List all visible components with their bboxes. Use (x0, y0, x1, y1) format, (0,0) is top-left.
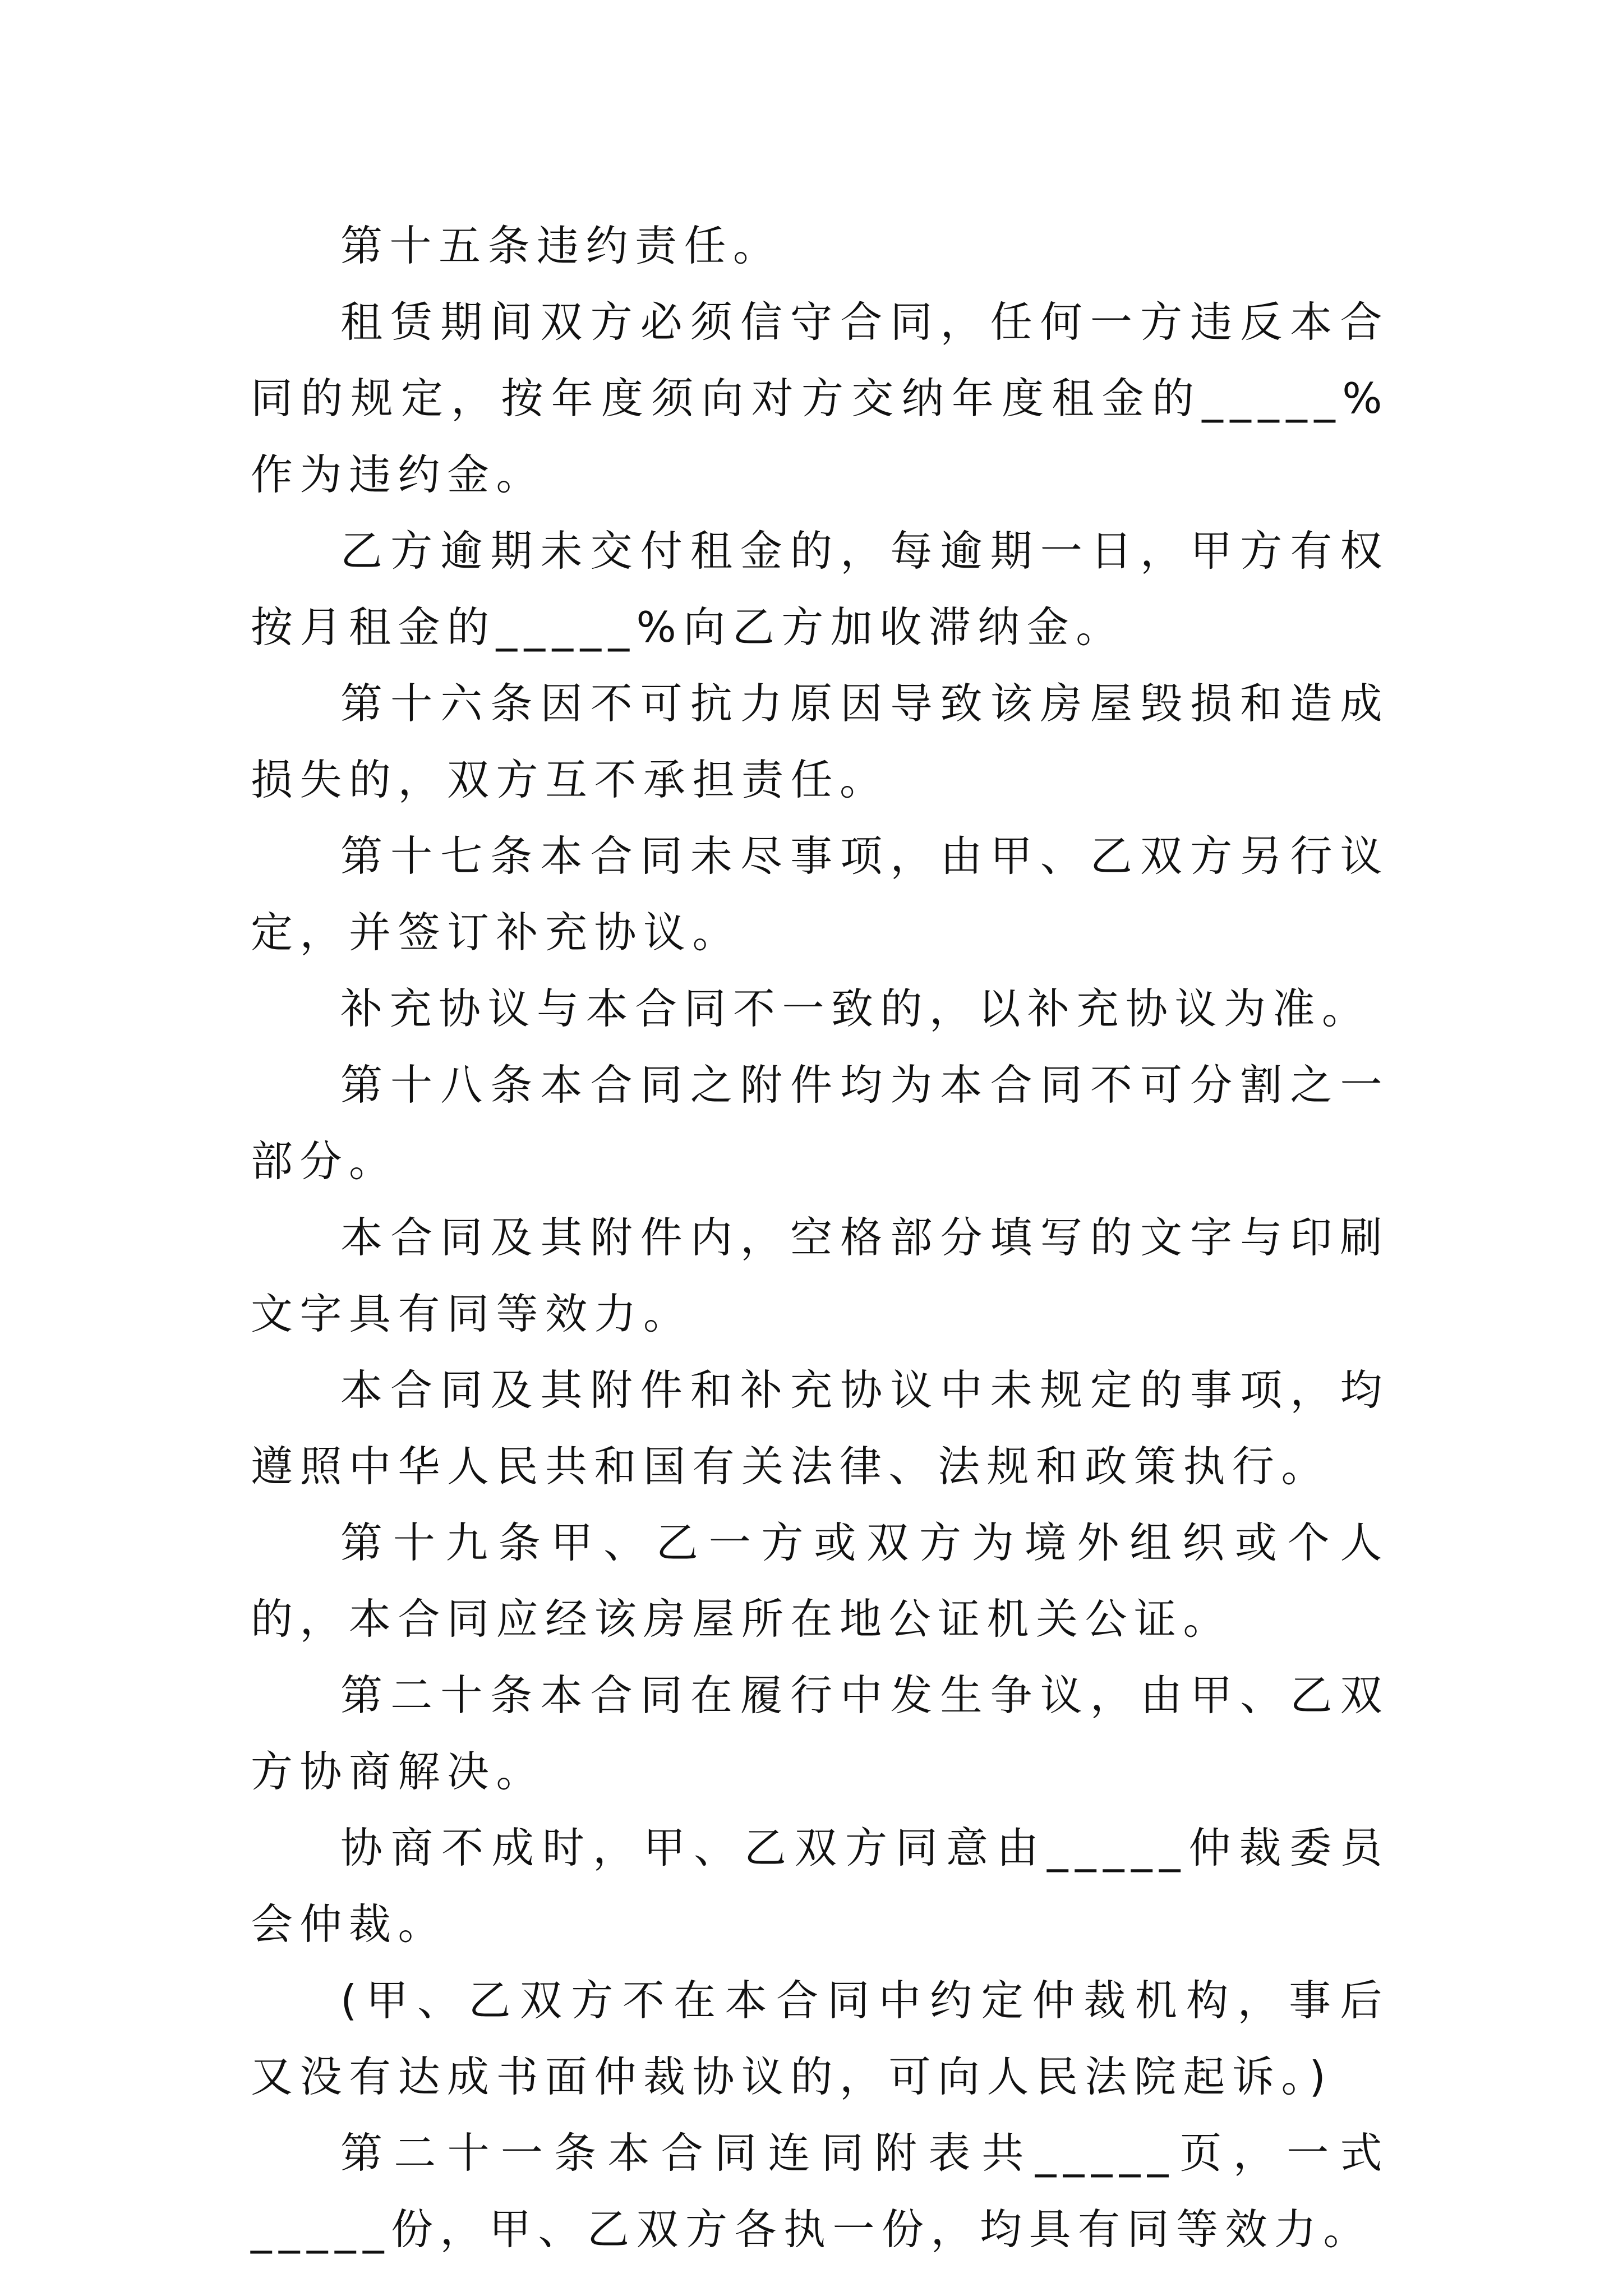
paragraph-article-21: 第二十一条本合同连同附表共_____页，一式_____份，甲、乙双方各执一份，均具有同等效力。 (251, 2128, 1389, 2254)
paragraph-breach-penalty: 租赁期间双方必须信守合同，任何一方违反本合同的规定，按年度须向对方交纳年度租金的_____%作为违约金。 (251, 297, 1389, 499)
paragraph-blank-fill-validity: 本合同及其附件内，空格部分填写的文字与印刷文字具有同等效力。 (251, 1213, 1389, 1338)
paragraph-article-15-title: 第十五条违约责任。 (340, 221, 782, 270)
paragraph-article-20: 第二十条本合同在履行中发生争议，由甲、乙双方协商解决。 (251, 1671, 1389, 1796)
paragraph-article-18: 第十八条本合同之附件均为本合同不可分割之一部分。 (251, 1060, 1389, 1186)
paragraph-article-19: 第十九条甲、乙一方或双方为境外组织或个人的，本合同应经该房屋所在地公证机关公证。 (251, 1518, 1389, 1644)
paragraph-arbitration: 协商不成时，甲、乙双方同意由_____仲裁委员会仲裁。 (251, 1823, 1389, 1949)
paragraph-supplement-priority: 补充协议与本合同不一致的，以补充协议为准。 (340, 984, 1371, 1033)
paragraph-late-fee: 乙方逾期未交付租金的，每逾期一日，甲方有权按月租金的_____%向乙方加收滞纳金。 (251, 526, 1389, 652)
paragraph-article-17: 第十七条本合同未尽事项，由甲、乙双方另行议定，并签订补充协议。 (251, 831, 1389, 957)
paragraph-article-16: 第十六条因不可抗力原因导致该房屋毁损和造成损失的，双方互不承担责任。 (251, 679, 1389, 804)
contract-body (251, 208, 1389, 2267)
paragraph-governing-law: 本合同及其附件和补充协议中未规定的事项，均遵照中华人民共和国有关法律、法规和政策执行。 (251, 1365, 1389, 1491)
paragraph-court-note: (甲、乙双方不在本合同中约定仲裁机构，事后又没有达成书面仲裁协议的，可向人民法院起诉。) (251, 1976, 1389, 2101)
